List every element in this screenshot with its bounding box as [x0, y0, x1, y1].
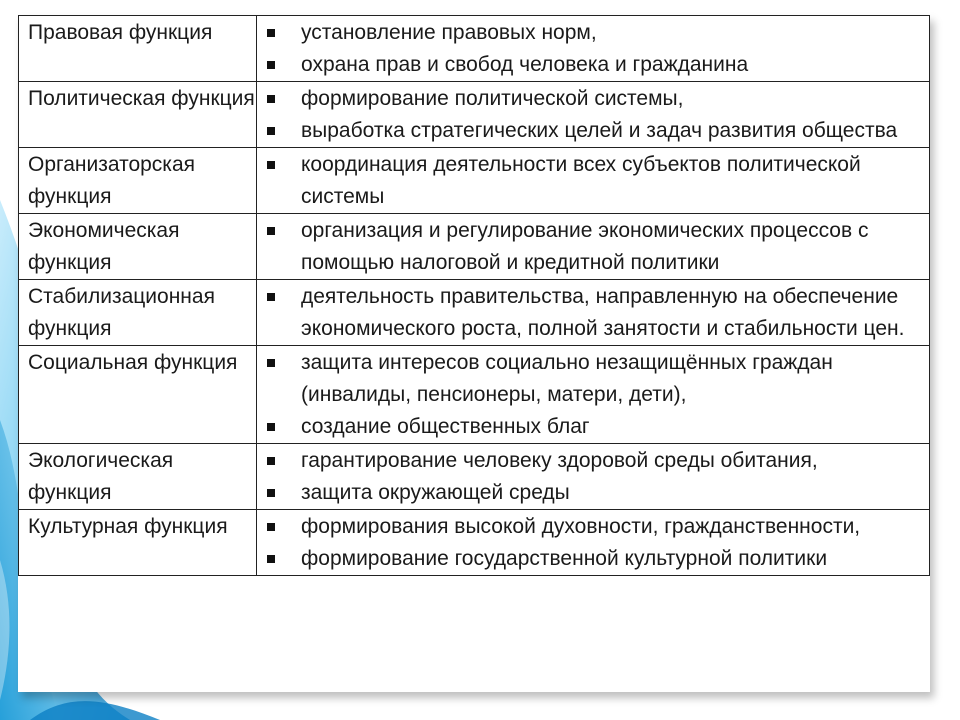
- list-item: [257, 281, 921, 345]
- list-item: [257, 411, 921, 443]
- function-name-cell: [19, 16, 257, 82]
- square-bullet-icon: [267, 555, 275, 563]
- function-description-cell: [257, 444, 930, 510]
- list-item-text: формирование политической системы,: [301, 87, 684, 110]
- functions-table: [18, 15, 930, 576]
- list-item: [257, 149, 921, 213]
- bullet-list: [257, 149, 921, 213]
- list-item: [257, 17, 921, 49]
- list-item: [257, 347, 921, 411]
- list-item: [257, 115, 921, 147]
- table-row: [19, 16, 930, 82]
- square-bullet-icon: [267, 489, 275, 497]
- list-item: [257, 49, 921, 81]
- table-sheet: [18, 15, 930, 692]
- table-row: [19, 82, 930, 148]
- function-name: Культурная функция: [28, 515, 228, 538]
- function-description-cell: [257, 510, 930, 576]
- list-item: [257, 511, 921, 543]
- bullet-list: [257, 511, 921, 575]
- list-item-text: деятельность правительства, направленную на обеспечение экономического роста, полной занятости и стабильности цен.: [301, 285, 905, 340]
- table-row: [19, 346, 930, 444]
- list-item-text: координация деятельности всех субъектов политической системы: [301, 153, 861, 208]
- function-name-cell: [19, 510, 257, 576]
- bullet-list: [257, 215, 921, 279]
- function-name-cell: [19, 444, 257, 510]
- table-row: [19, 280, 930, 346]
- function-name: Политическая функция: [28, 87, 255, 110]
- function-name-cell: [19, 148, 257, 214]
- list-item-text: гарантирование человеку здоровой среды обитания,: [301, 449, 818, 472]
- list-item-text: выработка стратегических целей и задач развития общества: [301, 119, 898, 142]
- square-bullet-icon: [267, 161, 275, 169]
- function-description-cell: [257, 346, 930, 444]
- function-name: Стабилизационная функция: [28, 285, 215, 340]
- function-description-cell: [257, 214, 930, 280]
- list-item: [257, 543, 921, 575]
- bullet-list: [257, 445, 921, 509]
- square-bullet-icon: [267, 423, 275, 431]
- square-bullet-icon: [267, 293, 275, 301]
- square-bullet-icon: [267, 227, 275, 235]
- square-bullet-icon: [267, 127, 275, 135]
- bullet-list: [257, 281, 921, 345]
- function-name: Организаторская функция: [28, 153, 196, 208]
- list-item-text: организация и регулирование экономических процессов с помощью налоговой и кредитной политики: [301, 219, 869, 274]
- square-bullet-icon: [267, 61, 275, 69]
- function-name: Правовая функция: [28, 21, 213, 44]
- list-item-text: формирования высокой духовности, гражданственности,: [301, 515, 861, 538]
- list-item-text: защита интересов социально незащищённых граждан (инвалиды, пенсионеры, матери, дети),: [301, 351, 833, 406]
- function-description-cell: [257, 16, 930, 82]
- list-item-text: формирование государственной культурной политики: [301, 547, 828, 570]
- square-bullet-icon: [267, 523, 275, 531]
- bullet-list: [257, 17, 921, 81]
- function-name-cell: [19, 346, 257, 444]
- table-row: [19, 148, 930, 214]
- function-description-cell: [257, 148, 930, 214]
- function-description-cell: [257, 280, 930, 346]
- list-item-text: создание общественных благ: [301, 415, 590, 438]
- list-item-text: охрана прав и свобод человека и гражданина: [301, 53, 749, 76]
- list-item: [257, 83, 921, 115]
- bullet-list: [257, 83, 921, 147]
- list-item-text: установление правовых норм,: [301, 21, 597, 44]
- square-bullet-icon: [267, 29, 275, 37]
- list-item: [257, 215, 921, 279]
- bullet-list: [257, 347, 921, 443]
- table-row: [19, 444, 930, 510]
- function-name-cell: [19, 214, 257, 280]
- function-name-cell: [19, 280, 257, 346]
- function-name: Экологическая функция: [28, 449, 174, 504]
- list-item: [257, 445, 921, 477]
- square-bullet-icon: [267, 95, 275, 103]
- square-bullet-icon: [267, 359, 275, 367]
- list-item: [257, 477, 921, 509]
- function-name: Экономическая функция: [28, 219, 180, 274]
- list-item-text: защита окружающей среды: [301, 481, 570, 504]
- table-row: [19, 214, 930, 280]
- function-name-cell: [19, 82, 257, 148]
- square-bullet-icon: [267, 457, 275, 465]
- table-row: [19, 510, 930, 576]
- function-description-cell: [257, 82, 930, 148]
- function-name: Социальная функция: [28, 351, 238, 374]
